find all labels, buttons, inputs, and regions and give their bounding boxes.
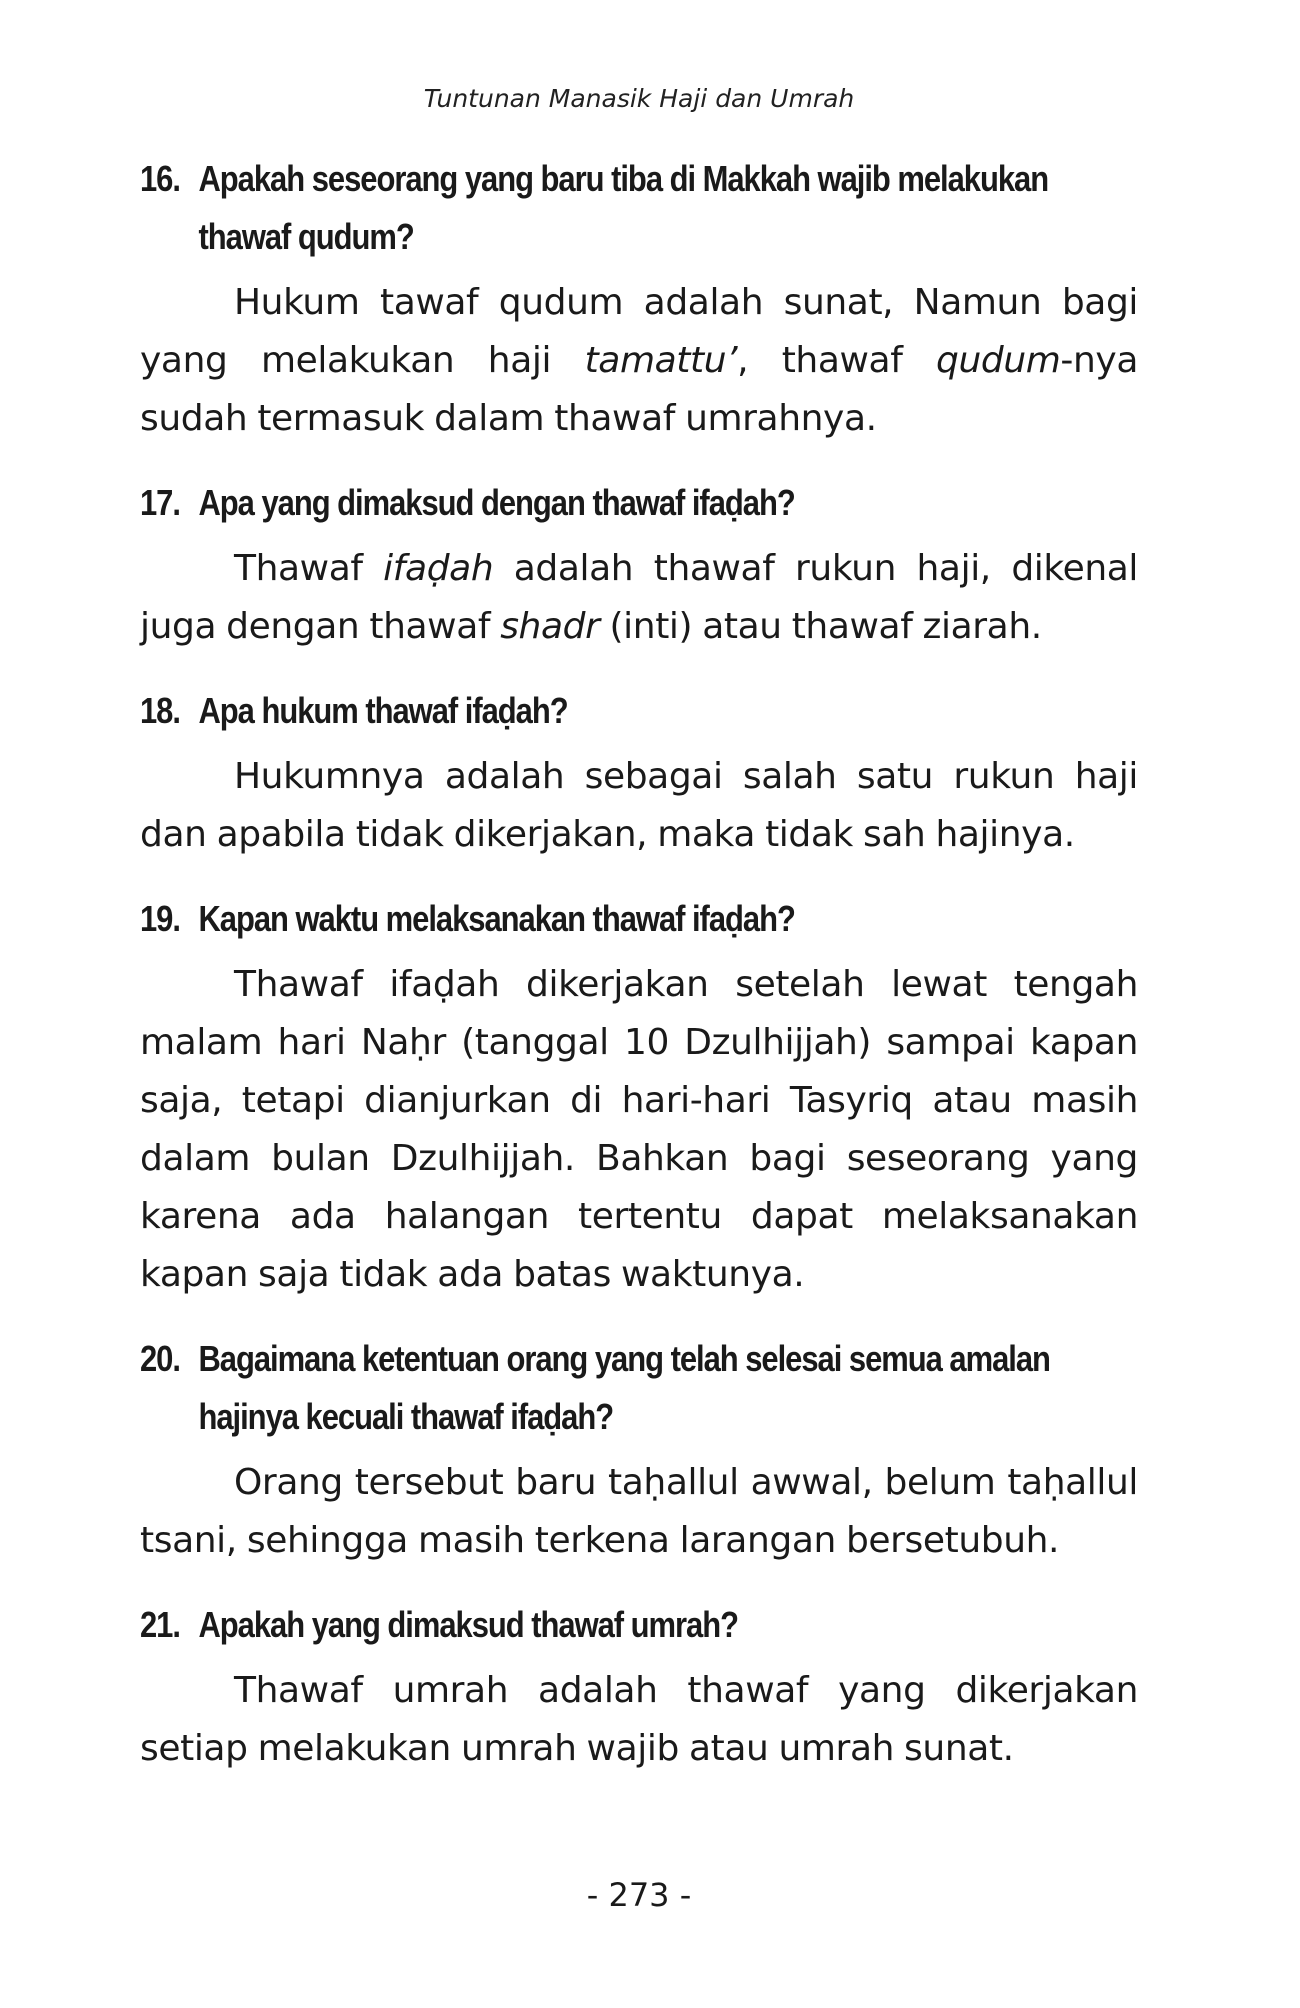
qa-item-20 (140, 1330, 1138, 1570)
question-number: 17. (140, 482, 180, 523)
answer-italic-term: ifaḍah (383, 548, 494, 589)
answer-italic-term: shadr (500, 606, 600, 647)
qa-item-16 (140, 150, 1138, 448)
question-number: 20. (140, 1338, 180, 1379)
answer-italic-term: qudum (936, 340, 1061, 381)
answer-italic-term: tamattu’ (584, 340, 738, 381)
question-20 (140, 1330, 1138, 1446)
answer-16 (140, 274, 1138, 448)
answer-text: Thawaf (234, 548, 384, 589)
answer-text: Hukum tawaf qudum adalah sunat, Namun bagi yang melakukan haji (140, 282, 1138, 381)
question-number: 16. (140, 158, 180, 199)
question-text: Apakah yang dimaksud thawaf umrah? (198, 1604, 739, 1645)
running-header: Tuntunan Manasik Haji dan Umrah (423, 84, 855, 113)
book-page (140, 0, 1138, 2008)
answer-19: Thawaf ifaḍah dikerjakan setelah lewat tengah malam hari Naḥr (tanggal 10 Dzulhijjah) sampai kapan saja, tetapi dianjurkan di hari-hari Tasyriq atau masih dalam bulan Dzulhijjah. Bahkan bagi seseorang yang karena ada halangan tertentu dapat melaksanakan kapan saja tidak ada batas waktunya. (140, 964, 1138, 1295)
qa-item-21 (140, 1596, 1138, 1778)
question-18 (140, 682, 1138, 740)
question-17 (140, 474, 1138, 532)
answer-text: (inti) atau thawaf ziarah. (599, 606, 1042, 647)
question-21 (140, 1596, 1138, 1654)
question-number: 19. (140, 898, 180, 939)
answer-21: Thawaf umrah adalah thawaf yang dikerjakan setiap melakukan umrah wajib atau umrah sunat. (140, 1670, 1138, 1769)
qa-item-18 (140, 682, 1138, 864)
answer-text: adalah thawaf rukun haji, dikenal juga dengan thawaf (140, 548, 1138, 647)
answer-17 (140, 540, 1138, 656)
answer-18: Hukumnya adalah sebagai salah satu rukun haji dan apabila tidak dikerjakan, maka tidak sah hajinya. (140, 756, 1138, 855)
question-text: Apakah seseorang yang baru tiba di Makkah wajib melakukan thawaf qudum? (198, 158, 1049, 257)
answer-text: , thawaf (737, 340, 936, 381)
answer-20: Orang tersebut baru taḥallul awwal, belum taḥallul tsani, sehingga masih terkena larangan bersetubuh. (140, 1462, 1138, 1561)
answer-text: -nya sudah termasuk dalam thawaf umrahnya. (140, 340, 1138, 439)
question-text: Apa hukum thawaf ifaḍah? (198, 690, 568, 731)
qa-list (140, 150, 1138, 1804)
qa-item-17 (140, 474, 1138, 656)
question-text: Kapan waktu melaksanakan thawaf ifaḍah? (198, 898, 795, 939)
question-16 (140, 150, 1138, 266)
question-19 (140, 890, 1138, 948)
qa-item-19 (140, 890, 1138, 1304)
question-number: 21. (140, 1604, 180, 1645)
question-number: 18. (140, 690, 180, 731)
page-number: - 273 - (586, 1876, 692, 1914)
question-text: Bagaimana ketentuan orang yang telah selesai semua amalan hajinya kecuali thawaf ifaḍah? (198, 1338, 1050, 1437)
question-text: Apa yang dimaksud dengan thawaf ifaḍah? (198, 482, 795, 523)
